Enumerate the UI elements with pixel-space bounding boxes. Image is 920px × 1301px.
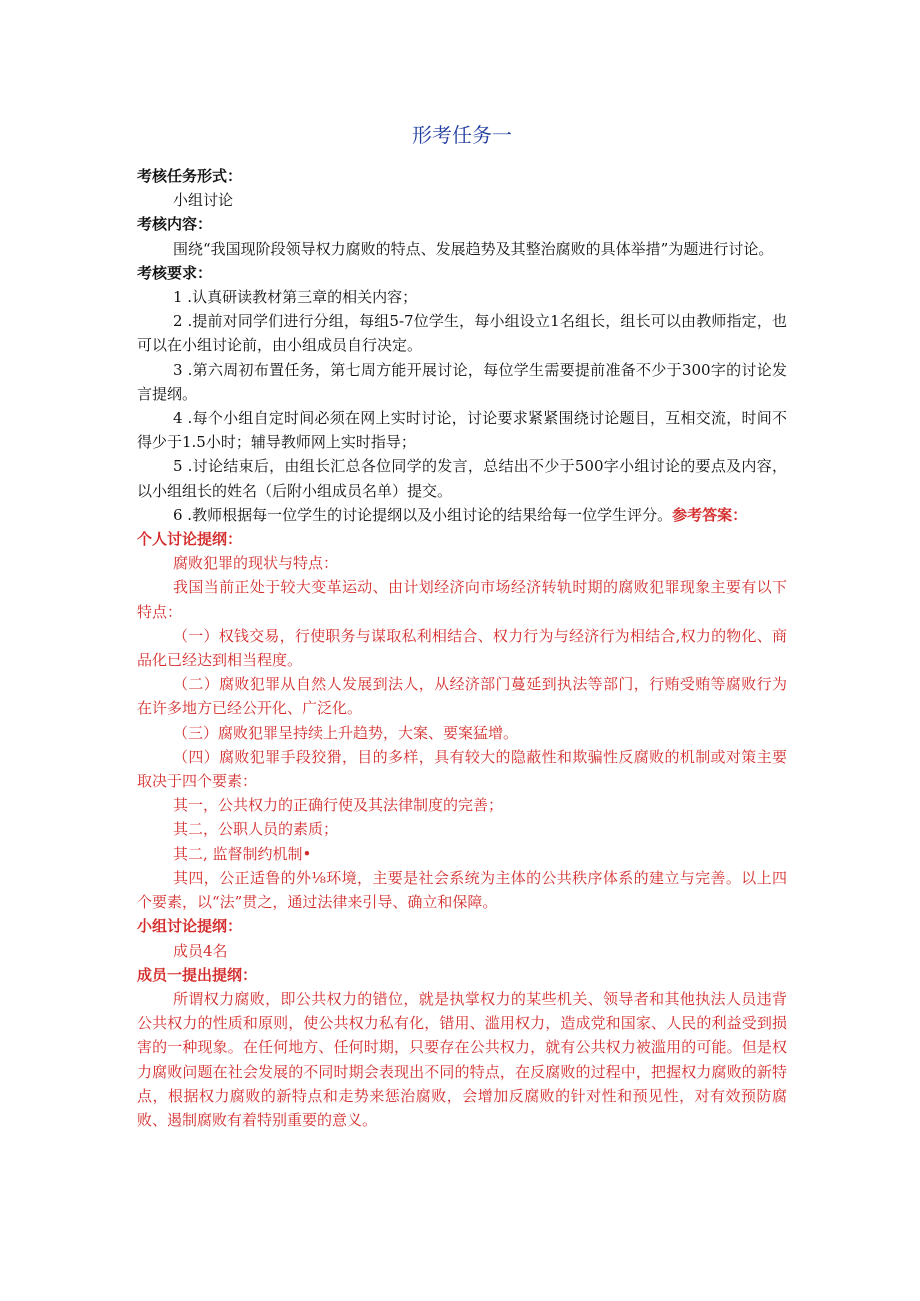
personal-heading: 个人讨论提纲： xyxy=(137,530,243,549)
content-heading: 考核内容： xyxy=(137,215,213,234)
requirements-heading: 考核要求： xyxy=(137,263,213,282)
form-heading: 考核任务形式： xyxy=(137,167,243,185)
personal-paragraph: 其一，公共权力的正确行使及其法律制度的完善； xyxy=(173,796,504,815)
requirement-item-last xyxy=(137,503,787,527)
requirement-item: 4 .每个小组自定时间必须在网上实时讨论，讨论要求紧紧围绕讨论题目，互相交流，时间不得少于1.5小时；辅导教师网上实时指导； xyxy=(137,409,787,452)
answer-label: 参考答案： xyxy=(672,505,748,524)
requirement-item: 2 .提前对同学们进行分组，每组5-7位学生，每小组设立1名组长，组长可以由教师指定，也可以在小组讨论前，由小组成员自行决定。 xyxy=(137,312,787,355)
requirement-item-text: 6 .教师根据每一位学生的讨论提纲以及小组讨论的结果给每一位学生评分。 xyxy=(173,505,673,524)
group-members: 成员4名 xyxy=(173,941,228,960)
personal-paragraph: （一）权钱交易，行使职务与谋取私利相结合、权力行为与经济行为相结合,权力的物化、商品化已经达到相当程度。 xyxy=(137,626,787,670)
member1-text: 所谓权力腐败，即公共权力的错位，就是执掌权力的某些机关、领导者和其他执法人员违背公共权力的性质和原则，使公共权力私有化，错用、滥用权力，造成党和国家、人民的利益受到损害的一种现象。在任何地方、任何时期，只要存在公共权力，就有公共权力被滥用的可能。但是权力腐败问题在社会发展的不同时期会表现出不同的特点，在反腐败的过程中，把握权力腐败的新特点，根据权力腐败的新特点和走势来惩治腐败，会增加反腐败的针对性和预见性，对有效预防腐败、遏制腐败有着特别重要的意义。 xyxy=(137,989,787,1129)
requirement-item: 3 .第六周初布置任务，第七周方能开展讨论，每位学生需要提前准备不少于300字的讨论发言提纲。 xyxy=(137,360,787,403)
personal-paragraph: （三）腐败犯罪呈持续上升趋势，大案、要案猛增。 xyxy=(173,723,519,742)
form-text: 小组讨论 xyxy=(173,191,234,210)
personal-paragraph: 其二, 监督制约机制• xyxy=(173,844,312,863)
personal-paragraph: 其四，公正适鲁的外⅛环境，主要是社会系统为主体的公共秩序体系的建立与完善。以上四个要素，以“法”贯之，通过法律来引导、确立和保障。 xyxy=(137,868,787,912)
personal-paragraph: （二）腐败犯罪从自然人发展到法人，从经济部门蔓延到执法等部门，行贿受贿等腐败行为在许多地方已经公开化、广泛化。 xyxy=(137,675,787,718)
document-title: 形考任务一 xyxy=(412,123,512,147)
requirement-item: 1 .认真研读教材第三章的相关内容； xyxy=(173,288,418,307)
personal-paragraph: 其二，公职人员的素质； xyxy=(173,820,339,839)
requirement-item: 5 .讨论结束后，由组长汇总各位同学的发言，总结出不少于500字小组讨论的要点及内容，以小组组长的姓名（后附小组成员名单）提交。 xyxy=(137,457,787,500)
document-page xyxy=(137,120,787,1132)
personal-paragraph: 腐败犯罪的现状与特点： xyxy=(173,554,339,573)
member1-heading: 成员一提出提纲： xyxy=(137,965,258,984)
group-heading: 小组讨论提纲： xyxy=(137,917,243,936)
personal-paragraph: 我国当前正处于较大变革运动、由计划经济向市场经济转轨时期的腐败犯罪现象主要有以下特点： xyxy=(137,578,787,621)
personal-paragraph: （四）腐败犯罪手段狡猾，目的多样，具有较大的隐蔽性和欺骗性反腐败的机制或对策主要取决于四个要素： xyxy=(137,747,787,791)
content-text: 围绕“我国现阶段领导权力腐败的特点、发展趋势及其整治腐败的具体举措”为题进行讨论。 xyxy=(173,239,774,258)
